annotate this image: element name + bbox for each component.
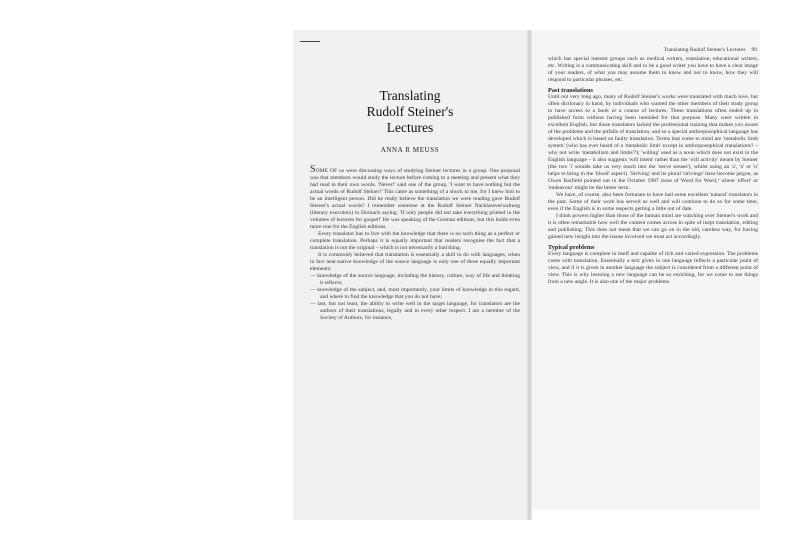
title-line: Rudolf Steiner's bbox=[366, 104, 454, 119]
left-column-text bbox=[310, 166, 520, 322]
article-title bbox=[335, 88, 485, 136]
page-gutter bbox=[527, 30, 532, 520]
section-heading: Typical problems bbox=[548, 244, 595, 251]
page-number: 99 bbox=[751, 47, 757, 53]
paragraph: Every translator has to live with the knowledge that there is no such thing as a perfect or complete translation. Perhaps it is equally important that readers recognise the fact that a translation is not the original – which is not necessarily a bad thing. bbox=[310, 231, 520, 251]
running-head-title: Translating Rudolf Steiner's Lectures bbox=[663, 47, 746, 53]
paragraph: I think powers higher than those of the human mind are watching over Steiner's work and it is often remarkable how well the content comes across in spite of inept translation, editing and publishing. This does not mean that we can go on in the old, careless way, for having gained new insight into the issues involved we must act accordingly. bbox=[548, 213, 758, 240]
intro-smallcaps: OME OF bbox=[315, 168, 338, 174]
intro-paragraph bbox=[310, 166, 520, 231]
title-line: Lectures bbox=[386, 120, 434, 135]
right-column-text bbox=[548, 56, 758, 286]
intro-text: us were discussing ways of studying Steiner lectures in a group. One proposal was that members would study the lecture before coming to a meeting and present what they had read in their own words. 'Never!' said one of the group, 'I want to have nothing but the actual words of Rudolf Steiner!' This came as something of a shock to me, for I knew him to be an intelligent person. Did he really believe the translation we were reading gave Rudolf Steiner's actual words? I remember someone at the Rudolf Steiner Nachlassverwaltung (literary executors) in Dornach saying: 'If only people did not take everything printed in the volumes of lectures for gospel!' He was speaking of the German editions, but this holds even more true for the English editions. bbox=[310, 168, 521, 230]
title-line: Translating bbox=[379, 88, 441, 103]
drop-cap: S bbox=[310, 164, 316, 175]
running-head bbox=[637, 47, 757, 53]
paragraph: We have, of course, also been fortunate to have had some excellent 'natural' translators in the past. Some of their work has served us well and will continue to do so for some time, even if the English is in some respects getting a little out of date. bbox=[548, 192, 758, 212]
paragraph: Every language is complete in itself and capable of rich and varied expression. The problems come with translation. Essentially a text given in one language reflects a particular point of view, and if it is given in another language the subject is considered from a different point of view. This is why learning a new language can be so enriching, for we come to see things from a new angle. It is also one of the major problems bbox=[548, 251, 758, 285]
paragraph: Until not very long ago, many of Rudolf Steiner's works were translated with much love, but often dictionary in hand, by individuals who wanted the other members of their study group to have access to a book or a course of lectures. These translations often ended up in published form without having been intended for that purpose. Many were written in excellent English, but those translators lacked the professional training that makes you aware of the problems and the pitfalls of translation, and so a special anthroposophical language has developed which is based on faulty translation. Terms that come to mind are 'metabolic limb system' (who has ever heard of a 'metabolic limb' except in anthroposophical translations? – why not write 'metabolism and limbs'?); 'willing' used as a noun which does not exist in the English language – it also suggests 'will intent' rather than the 'will activity' meant by Steiner (the two 'i' sounds take us very much into the 'nerve senses'), whilst using an 'a', 'o' or 'u' helps to bring in the 'blood' aspect). 'Striving' and its plural 'strivings' have become jargon, as Owen Barfield pointed out in the October 1987 issue of Word for Word,¹ where 'effort' or 'endeavour' might be the better term. bbox=[548, 94, 758, 191]
paragraph: It is commonly believed that translation is essentially a skill to do with languages, when in fact near-native knowledge of the source language is only one of three equally important elements: bbox=[310, 252, 520, 272]
corner-rule bbox=[300, 41, 320, 42]
section-heading: Past translations bbox=[548, 87, 593, 94]
list-item: — knowledge of the source language, including the history, culture, way of life and thinking it reflects; bbox=[310, 273, 520, 286]
author-byline: ANNA R MEUSS bbox=[380, 146, 440, 154]
list-item: — knowledge of the subject, and, most importantly, your limits of knowledge in this regard, and where to find the knowledge that you do not have; bbox=[310, 287, 520, 300]
list-item: — last, but not least, the ability to write well in the target language, for translators are the authors of their translations, legally and in every other respect. I am a member of the Society of Authors, for instance, bbox=[310, 301, 520, 321]
paragraph: which has special interest groups such as medical writers, translation, educational writers, etc. Writing is a communicating skill and to be a good writer you have to have a clear image of your readers, of what you may assume them to know and not to know, how they will respond to particular phrases, etc. bbox=[548, 56, 758, 83]
